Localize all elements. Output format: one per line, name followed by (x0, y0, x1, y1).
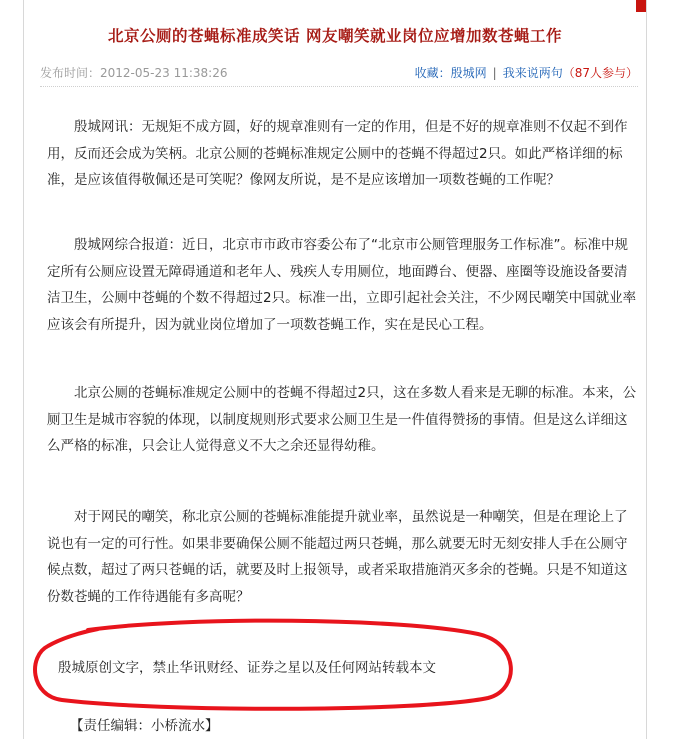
article-paragraph: 殷城网讯：无规矩不成方圆，好的规章准则有一定的作用，但是不好的规章准则不仅起不到作用，反而还会成为笑柄。北京公厕的苍蝇标准规定公厕中的苍蝇不得超过2只。如此严格详细的标准，是应该值得敬佩还是可笑呢？像网友所说，是不是应该增加一项数苍蝇的工作呢？ (47, 119, 628, 188)
meta-divider (40, 86, 638, 87)
participants-count[interactable]: （87人参与） (562, 66, 638, 80)
responsible-editor: 【责任编辑：小桥流水】 (70, 718, 219, 734)
comment-link[interactable]: 我来说两句 (502, 66, 563, 80)
corner-accent (636, 0, 646, 12)
publish-time: 2012-05-23 11:38:26 (100, 66, 228, 80)
article-paragraph: 殷城网综合报道：近日，北京市市政市容委公布了“北京市公厕管理服务工作标准”。标准中规定所有公厕应设置无障碍通道和老年人、残疾人专用厕位，地面蹲台、便器、座圈等设施设备要清洁卫生，公厕中苍蝇的个数不得超过2只。标准一出，立即引起社会关注，不少网民嘲笑中国就业率应该会有所提升，因为就业岗位增加了一项数苍蝇工作，实在是民心工程。 (47, 237, 637, 333)
article-paragraph: 北京公厕的苍蝇标准规定公厕中的苍蝇不得超过2只，这在多数人看来是无聊的标准。本来，公厕卫生是城市容貌的体现，以制度规则形式要求公厕卫生是一件值得赞扬的事情。但是这么详细这么严格的标准，只会让人觉得意义不大之余还显得幼稚。 (47, 385, 637, 454)
article-paragraph: 对于网民的嘲笑，称北京公厕的苍蝇标准能提升就业率，虽然说是一种嘲笑，但是在理论上了说也有一定的可行性。如果非要确保公厕不能超过两只苍蝇，那么就要无时无刻安排人手在公厕守候点数，超过了两只苍蝇的话，就要及时上报领导，或者采取措施消灭多余的苍蝇。只是不知道这份数苍蝇的工作待遇能有多高呢？ (47, 509, 628, 605)
publish-info (40, 64, 227, 81)
article-title: 北京公厕的苍蝇标准成笑话 网友嘲笑就业岗位应增加数苍蝇工作 (108, 27, 562, 45)
favorite-label: 收藏： (414, 66, 451, 80)
favorite-site-link[interactable]: 殷城网 (450, 66, 487, 80)
article-meta-bar (40, 60, 638, 80)
copyright-notice: 殷城原创文字，禁止华讯财经、证券之星以及任何网站转载本文 (58, 660, 436, 676)
article-frame (23, 0, 647, 739)
article-actions (415, 64, 638, 81)
publish-label: 发布时间： (40, 66, 101, 80)
action-separator: | (492, 66, 497, 80)
